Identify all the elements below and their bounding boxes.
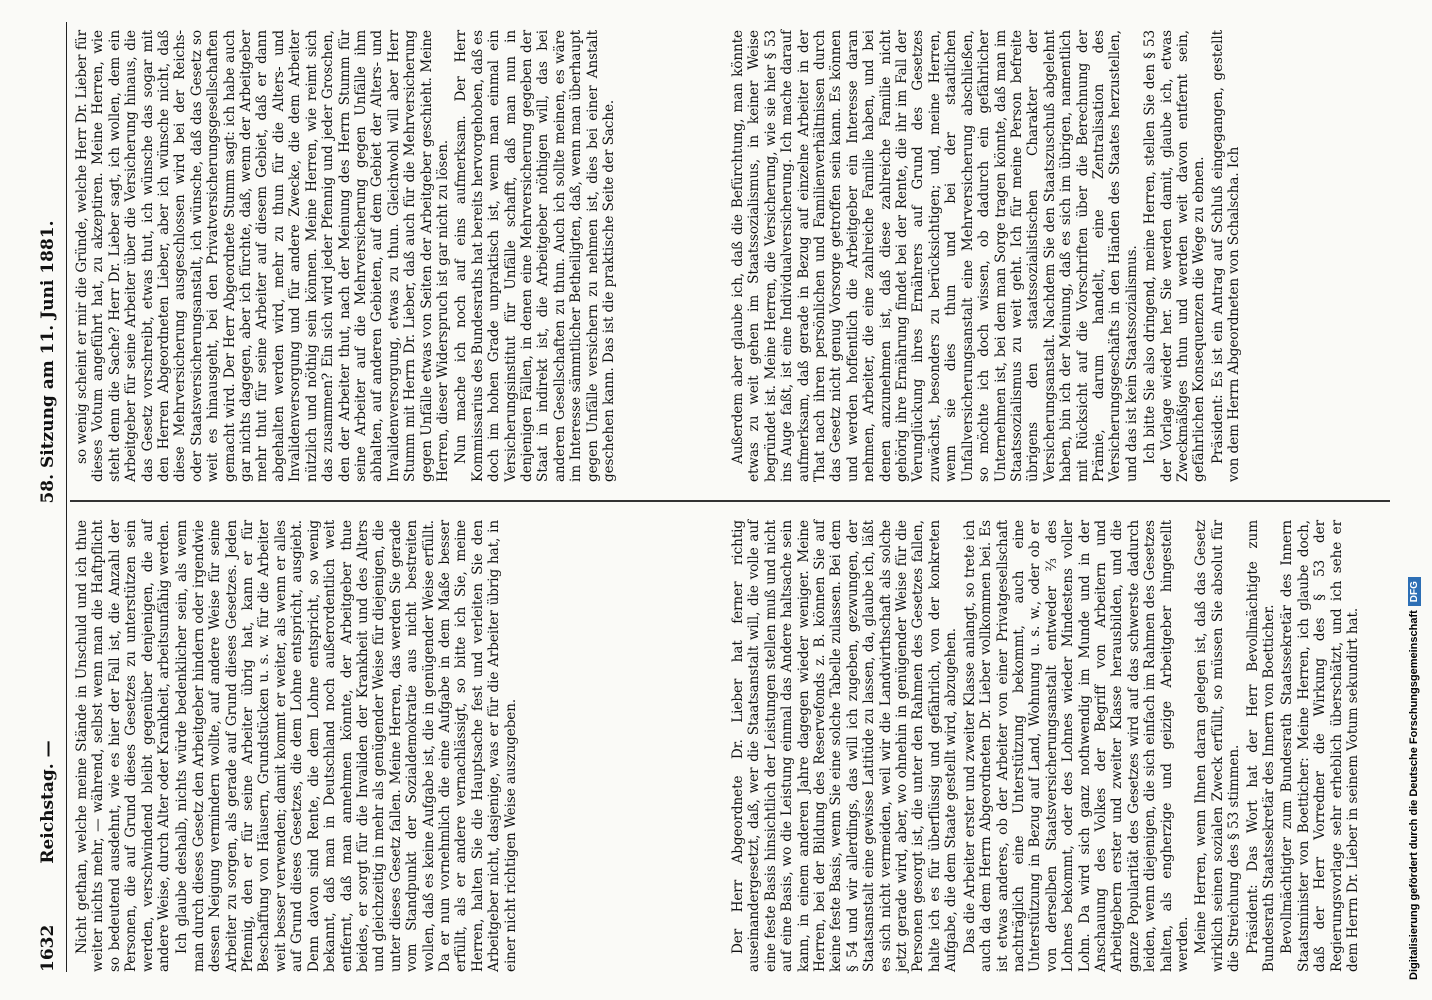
paragraph: so wenig scheint er mir die Gründe, welche Herr Dr. Lieber für dieses Votum angeführt hat, zu akzeptiren. Meine Herren, wie steht denn die Sache? Herr Dr. Lieber sagt, ich wollen, dem ein Arbeitgeber für seine Arbeiter über die Versicherung hinaus, die das Gesetz vorschreibt, etwas thut, ich wünsche das sogar mit den Herren Abgeordneten Lieber, aber ich wünsche nicht, daß diese Mehrversicherung ausgeschlossen wird bei der Reichs- oder Staatsversicherungsanstalt, ich wünsche, daß das Gesetz so weit es hinausgeht, bei den Privatversicherungsgesellschaften gemacht wird. Der Herr Abgeordnete Stumm sagt: ich habe auch gar nichts dagegen, aber ich fürchte, daß, wenn der Arbeitgeber mehr thut für seine Arbeiter auf diesem Gebiet, daß er dann abgehalten werden wird, mehr zu thun für die Alters- und Invalidenversorgung und für andere Zwecke, die dem Arbeiter nützlich und nöthig sein können. Meine Herren, wie reimt sich das zusammen? Ein sich wird jeder Pfennig und jeder Groschen, den der Arbeiter thut, nach der Meinung des Herrn Stumm für seine Arbeiter auf die Mehrversicherung gegen Unfälle ihm abhalten, auf anderen Gebieten, auf dem Gebiet der Alters- und Invalidenversorgung, etwas zu thun. Gleichwohl will aber Herr Stumm mit Herrn Dr. Lieber, daß auch für die Mehrversicherung gegen Unfälle etwas von Seiten der Arbeitgeber geschieht. Meine Herren, dieser Widerspruch ist gar nicht zu lösen. (74, 30, 451, 482)
header-session: 58. Sitzung am 11. Juni 1881. (38, 220, 58, 504)
paragraph: Ich glaube deshalb, nichts würde bedenklicher sein, als wenn man durch dieses Gesetz den Arbeitgeber hindern oder irgendwie dessen Neigung vermindern wollte, auf andere Weise für seine Arbeiter zu sorgen, als gerade auf Grund dieses Gesetzes. Jeden Pfennig, den er für seine Arbeiter übrig hat, kann er für Beschaffung von Häusern, Grundstücken u. s. w. für die Arbeiter weit besser verwenden; damit kommt er weiter, als wenn er alles auf Grund dieses Gesetzes, die dem Lohne entspricht, ausgiebt. Denn davon sind Rente, die dem Lohne entspricht, so wenig bekannt, daß man in Deutschland noch außerordentlich weit entfernt, daß man annehmen könnte, der Arbeitgeber thue beides, er sorgt für die Invaliden der Krankheit und des Alters und gleichzeitig in mehr als genügender Weise für diejenigen, die unter dieses Gesetz fallen. Meine Herren, das werden Sie gerade vom Standpunkt der Sozialdemokratie aus nicht bestreiten wollen, daß es keine Aufgabe ist, die in genügender Weise erfüllt. Da er nun vornehmlich die eine Aufgabe in dem Maße besser erfüllt, als er andere vernachlässigt, so bitte ich Sie, meine Herren, halten Sie die Hauptsache fest und verleiten Sie den Arbeitgeber nicht, dasjenige, was er für die Arbeiter übrig hat, in einer nicht richtigen Weise auszugeben. (174, 520, 519, 972)
column-2 (730, 520, 1370, 972)
header-left: Reichstag. — (38, 740, 58, 864)
page-header (30, 22, 67, 972)
paragraph: Präsident: Das Wort hat der Herr Bevollmächtigte zum Bundesrath Staatssekretär des Innern von Boetticher. (1244, 520, 1277, 972)
paragraph: Das die Arbeiter erster und zweiter Klasse anlangt, so trete ich auch da dem Herrn Abgeordneten Dr. Lieber vollkommen bei. Es ist etwas anderes, ob der Arbeiter von einer Privatgesellschaft nachträglich eine Unterstützung bekommt, auch eine Unterstützung in Bezug auf Land, Wohnung u. s. w., oder ob er von derselben Staatsversicherungsanstalt entweder ⅔ des Lohnes bekommt, oder des Lohnes wieder Mindestens voller Lohn. Da wird sich ganz nothwendig im Munde und in der Anschauung des Volkes der Begriff von Arbeitern und Arbeitgebern erster und zweiter Klasse herausbilden, und die ganze Popularität des Gesetzes wird auf das schwerste dadurch leiden, wenn diejenigen, die sich einfach im Rahmen des Gesetzes halten, als engherzige und geizige Arbeitgeber hingestellt werden. (961, 520, 1191, 972)
paragraph: Bevollmächtigter zum Bundesrath Staatssekretär des Innern Staatsminister von Boetticher: Meine Herren, ich glaube doch, daß der Herr Vorredner die Wirkung des § 53 der Regierungsvorlage sehr erheblich überschätzt, und ich sehe er dem Herrn Dr. Lieber in seinem Votum sekundirt hat. (1279, 520, 1362, 972)
column-4 (730, 30, 1243, 482)
column-divider (70, 501, 1390, 503)
rotated-page-content (30, 22, 1405, 972)
paragraph: Nicht gethan, welche meine Stände in Unschuld und ich thue weiter nichts mehr, — während, selbst wenn man die Haftpflicht so bedeutend ausdehnt, wie es hier der Fall ist, die Anzahl der Personen, die auf Grund dieses Gesetzes zu unterstützen sein werden, verschwindend bleibt gegenüber denjenigen, die auf andere Weise, durch Alter oder Krankheit, arbeitsunfähig werden. (74, 520, 173, 972)
paragraph: Ich bitte Sie also dringend, meine Herren, stellen Sie den § 53 der Vorlage wieder her. Sie werden damit, glaube ich, etwas Zweckmäßiges thun und werden weit davon entfernt sein, gefährlichen Konsequenzen die Wege zu ebnen. (1142, 30, 1208, 482)
paragraph: Nun mache ich noch auf eins aufmerksam. Der Herr Kommissarius des Bundesraths hat bereits hervorgehoben, daß es doch im hohen Grade unpraktisch ist, wenn man einmal ein Versicherungsinstitut für Unfälle schafft, daß man nun in denjenigen Fällen, in denen eine Mehrversicherung gegeben der Staat in indirekt ist, die Arbeitgeber nöthigen will, das bei anderen Gesellschaften zu thun. Auch ich sollte meinen, es wäre im Interesse sämmtlicher Betheiligten, daß, wenn man überhaupt gegen Unfälle versichern zu nehmen ist, dies bei einer Anstalt geschehen kann. Das ist die praktische Seite der Sache. (453, 30, 617, 482)
paragraph: Meine Herren, wenn Ihnen daran gelegen ist, daß das Gesetz wirklich seinen sozialen Zweck erfüllt, so müssen Sie absolut für die Streichung des § 53 stimmen. (1193, 520, 1243, 972)
paragraph: Der Herr Abgeordnete Dr. Lieber hat ferner richtig auseinandergesetzt, daß, wer die Staatsanstalt will, die volle auf eine feste Basis hinsichtlich der Leistungen stellen muß und nicht auf eine Basis, wo die Leistung einmal das Andere haltsache sein kann, in einem anderen Jahre dagegen wieder weniger. Meine Herren, bei der Bildung des Reservefonds z. B. können Sie auf keine feste Basis, wenn Sie eine solche Tabelle zulassen. Bei dem § 54 und wir allerdings, das will ich zugeben, gezwungen, der Staatsanstalt eine gewisse Latitüde zu lassen, da, glaube ich, läßt es sich nicht vermeiden, weil wir die Landwirthschaft als solche jetzt gerade wird, aber, wo ohnehin in genügender Weise für die Personen gesorgt ist, die unter den Rahmen des Gesetzes fallen, halte ich es für überflüssig und gefährlich, von der konkreten Aufgabe, die dem Staate gestellt wird, abzugehen. (730, 520, 960, 972)
dfg-logo: DFG (1408, 577, 1421, 606)
column-3 (74, 30, 729, 482)
digitization-notice-text: Digitalisierung gefördert durch die Deutsche Forschungsgemeinschaft (1408, 610, 1420, 980)
digitization-notice (1408, 577, 1421, 980)
page-number: 1632 (38, 924, 58, 972)
paragraph: Präsident: Es ist ein Antrag auf Schluß eingegangen, gestellt von dem Herrn Abgeordneten von Schalscha. Ich (1209, 30, 1243, 482)
paragraph: Außerdem aber glaube ich, daß die Befürchtung, man könnte etwas zu weit gehen im Staatssozialismus, in keiner Weise begründet ist. Meine Herren, die Versicherung, wie sie hier § 53 ins Auge faßt, ist eine Individualversicherung. Ich mache darauf aufmerksam, daß gerade in Bezug auf einzelne Arbeiter in der That nach ihren persönlichen und Familienverhältnissen durch das Gesetz nicht genug Vorsorge getroffen sein kann. Es können und werden hoffentlich die Arbeitgeber ein Interesse daran nehmen, Arbeiter, die eine zahlreiche Familie haben, und bei denen anzunehmen ist, daß diese zahlreiche Familie nicht gehörig ihre Ernährung findet bei der Rente, die ihr im Fall der Verunglückung ihres Ernährers auf Grund des Gesetzes zuwächst, besonders zu berücksichtigen; und, meine Herren, wenn sie dies thun und bei der staatlichen Unfallversicherungsanstalt eine Mehrversicherung abschließen, so möchte ich doch wissen, ob dadurch ein gefährlicher Unternehmen ist, bei dem man Sorge tragen könnte, daß man im Staatssozialismus zu weit geht. Ich für meine Person befreite übrigens den staatssozialistischen Charakter der Versicherungsanstalt. Nachdem Sie den Staatszuschuß abgelehnt haben, bin ich der Meinung, daß es sich im übrigen, namentlich mit Rücksicht auf die Vorschriften über die Berechnung der Prämie, darum handelt, eine Zentralisation des Versicherungsgeschäfts in den Händen des Staates herzustellen, und das ist kein Staatssozialismus. (730, 30, 1140, 482)
column-1 (74, 520, 729, 972)
